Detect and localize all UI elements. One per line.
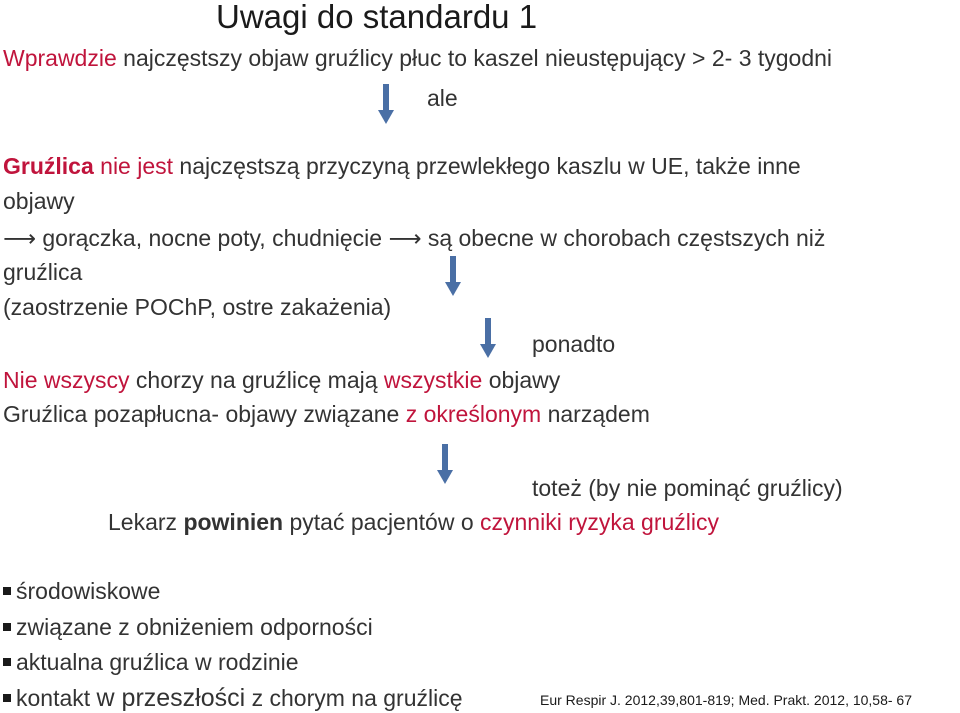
text-span: narządem — [541, 401, 650, 427]
text-span: Wprawdzie — [3, 45, 117, 71]
down-arrow-icon — [378, 84, 392, 124]
text-span: są obecne w chorobach częstszych niż — [421, 225, 826, 251]
down-arrow-icon — [437, 444, 451, 484]
text-line-5 — [3, 366, 560, 394]
text-span: gorączka, nocne poty, chudnięcie — [35, 225, 383, 251]
text-span: z określonym — [405, 401, 542, 427]
page-title: Uwagi do standardu 1 — [216, 0, 538, 35]
text-line-3b: gruźlica — [3, 259, 83, 285]
text-span: objawy — [482, 367, 561, 393]
bullet-item — [3, 648, 299, 676]
text-span: Gruźlica pozapłucna- objawy związane — [3, 401, 406, 427]
text-line-7 — [108, 508, 719, 536]
text-span: powinien — [183, 509, 284, 535]
text-span: wszystkie — [383, 367, 483, 393]
text-span: Lekarz — [108, 509, 184, 535]
bullet-icon — [3, 587, 11, 595]
text-span: czynniki ryzyka gruźlicy — [480, 509, 720, 535]
text-span: Gruźlica — [3, 153, 94, 179]
text-line-6 — [3, 400, 650, 428]
text-ale: ale — [427, 85, 458, 111]
bullet-icon — [3, 658, 11, 666]
down-arrow-icon — [480, 318, 494, 358]
text-span: pytać pacjentów o — [283, 509, 481, 535]
bullet-item — [3, 684, 463, 712]
text-span: najczęstszy objaw gruźlicy płuc to kaszel nieustępujący > 2- 3 tygodni — [116, 45, 833, 71]
text-span: Nie wszyscy — [3, 367, 130, 393]
text-totez: toteż (by nie pominąć gruźlicy) — [532, 475, 843, 501]
reference-citation: Eur Respir J. 2012,39,801-819; Med. Prakt. 2012, 10,58- 67 — [540, 692, 913, 708]
text-line-4: (zaostrzenie POChP, ostre zakażenia) — [3, 294, 392, 320]
bullet-label: związane z obniżeniem odporności — [16, 614, 373, 640]
right-arrow-icon: ⟶ — [382, 225, 422, 251]
text-line-1 — [3, 44, 832, 72]
text-span: kontakt — [16, 685, 97, 711]
text-span: chorzy na gruźlicę mają — [129, 367, 384, 393]
down-arrow-icon — [445, 256, 459, 296]
text-span: z chorym na gruźlicę — [245, 685, 463, 711]
text-ponadto: ponadto — [532, 331, 616, 357]
text-line-3 — [3, 224, 825, 252]
bullet-icon — [3, 623, 11, 631]
bullet-label: aktualna gruźlica w rodzinie — [16, 649, 299, 675]
text-span: w przeszłości — [96, 684, 246, 712]
right-arrow-icon: ⟶ — [3, 225, 36, 251]
bullet-label: środowiskowe — [16, 578, 161, 604]
text-line-2 — [3, 152, 801, 180]
text-line-2b: objawy — [3, 188, 75, 214]
bullet-item — [3, 613, 373, 641]
bullet-item — [3, 577, 160, 605]
text-span: nie jest — [93, 153, 174, 179]
text-span: najczęstszą przyczyną przewlekłego kaszlu w UE, także inne — [173, 153, 801, 179]
bullet-icon — [3, 694, 11, 702]
